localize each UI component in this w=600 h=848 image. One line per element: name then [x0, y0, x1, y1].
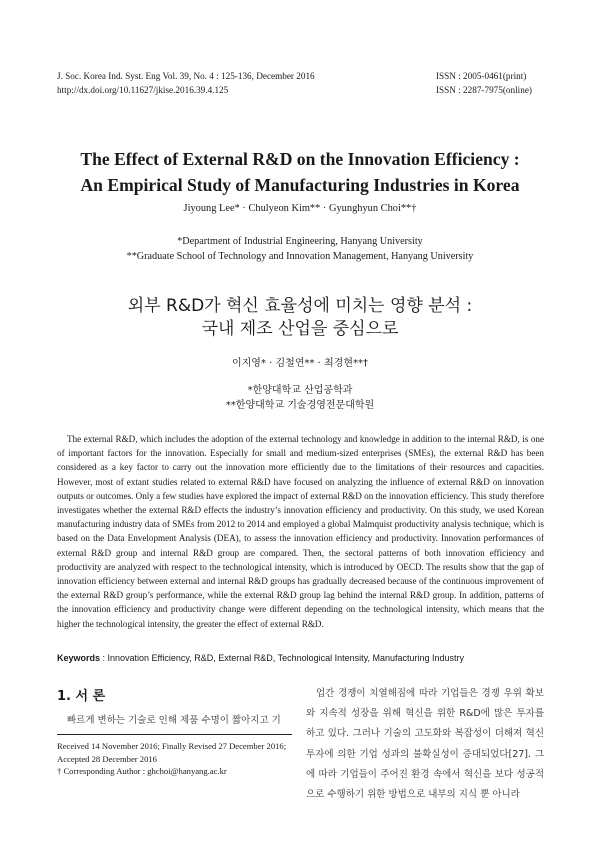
journal-header — [57, 69, 315, 97]
affiliations — [0, 234, 600, 264]
footnote-divider — [57, 734, 292, 735]
paper-title-line-2: An Empirical Study of Manufacturing Industries in Korea — [80, 175, 520, 195]
keywords — [57, 653, 544, 663]
received-dates: Received 14 November 2016; Finally Revised 27 December 2016; — [57, 741, 287, 751]
issn-block — [436, 69, 532, 97]
abstract: The external R&D, which includes the adoption of the external technology and knowledge in addition to the internal R&D, is one of important factors for the innovation. Especially for small and medium-sized enterprises (SMEs), the external R&D has been considered as a key factor to carry out the innovation more efficiently due to the limitations of their resources and capacities. However, most of extant studies related to external R&D have focused on analyzing the influence of external R&D on innovation outputs or outcomes. Only a few studies have explored the impact of external R&D on the innovation efficiency. This study therefore investigates whether the external R&D effects the industry’s innovation efficiency and productivity. On this study, we used Korean manufacturing industry data of SMEs from 2012 to 2014 and employed a global Malmquist productivity analysis technique, which is based on the Data Envelopment Analysis (DEA), to assess the innovation efficiency and productivity. Innovation performances of external R&D group and internal R&D group are compared. Then, the sectoral patterns of both innovation efficiency and productivity are analyzed with respect to the technological intensity, which is introduced by OECD. The results show that the gap of innovation efficiency between external and internal R&D groups has gradually decreased because of the continuous improvement of the external R&D group’s performance, while the external R&D group lag behind the internal R&D group. In addition, patterns of the innovation efficiency and productivity change were different depending on the technological intensity, which means that the higher the technological intensity, the greater the effect of external R&D. — [57, 434, 544, 629]
korean-author-list: 이지영* · 김철연** · 최경현**† — [231, 358, 368, 369]
affiliation-1: *Department of Industrial Engineering, Hanyang University — [177, 236, 423, 247]
journal-citation: J. Soc. Korea Ind. Syst. Eng Vol. 39, No. 4 : 125-136, December 2016 — [57, 71, 315, 81]
korean-title-line-2: 국내 제조 산업을 중심으로 — [201, 319, 399, 339]
right-column-text: 업간 경쟁이 치열해짐에 따라 기업들은 경쟁 우위 확보와 지속적 성장을 위해 혁신을 위한 R&D에 많은 투자를 하고 있다. 그러나 기술의 고도화와 복잡성이 더해져 혁신 투자에 의한 기업 성과의 불확실성이 증대되었다[27]. 그에 따라 기업들이 주어진 환경 속에서 혁신을 보다 성공적으로 수행하기 위한 방법으로 내부의 지식 뿐 아니라 — [306, 688, 544, 801]
korean-title — [0, 295, 600, 341]
issn-online: ISSN : 2287-7975(online) — [436, 85, 532, 95]
footnotes — [57, 740, 297, 778]
author-list: Jiyoung Lee* · Chulyeon Kim** · Gyunghyun Choi**† — [183, 203, 417, 214]
korean-affiliation-1: *한양대학교 산업공학과 — [247, 385, 353, 396]
introduction-first-line: 빠르게 변하는 기술로 인해 제품 수명이 짧아지고 기 — [67, 715, 281, 726]
paper-title-line-1: The Effect of External R&D on the Innovation Efficiency : — [80, 149, 520, 169]
affiliation-2: **Graduate School of Technology and Innovation Management, Hanyang University — [126, 251, 474, 262]
korean-title-line-1: 외부 R&D가 혁신 효율성에 미치는 영향 분석 : — [127, 296, 473, 316]
keywords-text: : Innovation Efficiency, R&D, External R&D, Technological Intensity, Manufacturing Industry — [100, 653, 465, 663]
corresponding-author: † Corresponding Author : ghchoi@hanyang.ac.kr — [57, 766, 227, 777]
section-heading-introduction: 1. 서 론 — [57, 689, 106, 704]
korean-affiliations — [0, 383, 600, 413]
accepted-date: Accepted 28 December 2016 — [57, 753, 157, 764]
paper-title — [0, 146, 600, 198]
keywords-label: Keywords — [57, 653, 101, 663]
doi-link[interactable]: http://dx.doi.org/10.11627/jkise.2016.39.4.125 — [57, 85, 229, 95]
issn-print: ISSN : 2005-0461(print) — [436, 71, 527, 81]
korean-affiliation-2: **한양대학교 기술경영전문대학원 — [225, 400, 375, 411]
